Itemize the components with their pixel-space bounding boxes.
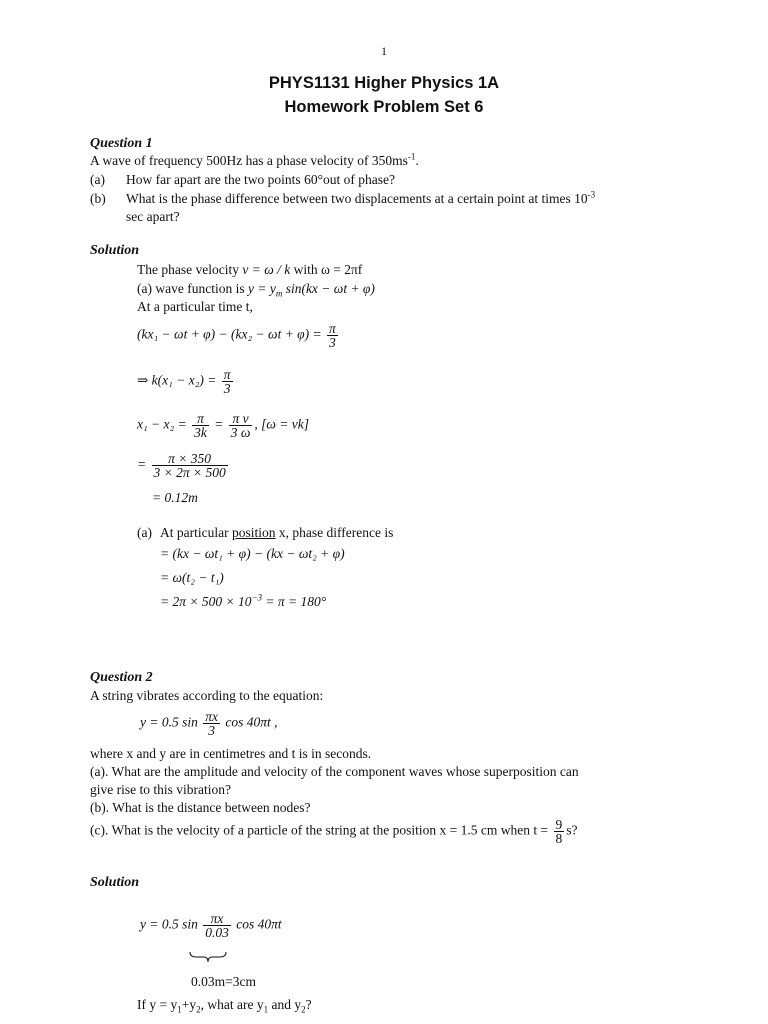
page-number: 1 (381, 44, 387, 58)
solution2-equation: y = 0.5 sin $\frac{\pi x}{0.03}$ cos 40πt (140, 911, 282, 940)
solution1-part-b-text: At particular position x, phase difference is (160, 525, 394, 540)
solution1-equation-phase-diff: (kx₁ − ωt + φ) − (kx₂ − ωt + φ) = $\frac{\pi}{3}$ (137, 321, 336, 350)
question2-intro: A string vibrates according to the equation: (90, 688, 324, 703)
solution1-heading: Solution (90, 243, 140, 258)
solution1-particular-time-line: At a particular time t, (137, 299, 253, 314)
solution2-unit-note: 0.03m=3cm (191, 974, 256, 989)
question2-part-a-line1: (a). What are the amplitude and velocity of the component waves whose superposition can (90, 764, 579, 779)
solution1-part-b-label: (a) (137, 525, 152, 540)
solution1-part-b-eq2: = ω(t₂ − t₁) (160, 570, 224, 585)
solution1-part-b-eq1: = (kx − ωt₁ + φ) − (kx − ωt₂ + φ) (160, 546, 345, 561)
question1-part-a-label: (a) (90, 172, 105, 187)
underbrace-icon (188, 950, 228, 964)
solution1-part-b-eq3: = $2\pi \times 500 \times 10^{-3} = \pi = 180^\circ$ (160, 592, 327, 609)
page-title-line2: Homework Problem Set 6 (284, 98, 484, 116)
question2-heading: Question 2 (90, 670, 153, 685)
question2-equation: y = 0.5 sin $\frac{\pi x}{3}$ cos 40πt , (140, 709, 278, 738)
question1-intro: A wave of frequency 500Hz has a phase velocity of $350ms^{-1}$. (90, 151, 419, 168)
question1-part-b-label: (b) (90, 191, 106, 206)
solution2-question-line: If $y = y_1+y_2$, what are $y_1$ and $y_2$? (137, 997, 312, 1015)
page-title-line1: PHYS1131 Higher Physics 1A (268, 74, 500, 92)
question2-part-b: (b). What is the distance between nodes? (90, 800, 311, 815)
question2-where-line: where x and y are in centimetres and t is in seconds. (90, 746, 372, 761)
question1-heading: Question 1 (90, 136, 153, 151)
solution1-equation-k: ⇒ k(x₁ − x₂) = $\frac{\pi}{3}$ (137, 367, 231, 396)
solution2-heading: Solution (90, 875, 140, 890)
solution1-result: = 0.12m (152, 490, 198, 505)
solution1-equation-numeric: = $\frac{\pi \times 350}{3 \times 2\pi \times 500}$ (137, 451, 226, 480)
question2-part-c: (c). What is the velocity of a particle of the string at the position x = 1.5 cm when t = $\frac{9}{8}$ s? (90, 817, 578, 846)
question1-part-b-text-cont: sec apart? (126, 209, 180, 224)
question1-part-a-text: How far apart are the two points 60°out of phase? (126, 172, 395, 187)
solution1-phase-velocity-line: The phase velocity v = ω / k with ω = 2πf (137, 262, 363, 277)
solution1-equation-distance: x₁ − x₂ = $\frac{\pi}{3k}$ = $\frac{\text{π v}}{3 \omega}$ , [ω = vk] (137, 411, 310, 440)
solution1-wave-function-line: (a) wave function is $y = y_m$ sin(kx − ωt + φ) (137, 281, 375, 299)
question2-part-a-line2: give rise to this vibration? (90, 782, 231, 797)
question1-part-b-text: What is the phase difference between two displacements at a certain point at times $10^{-3}$ (126, 189, 596, 206)
